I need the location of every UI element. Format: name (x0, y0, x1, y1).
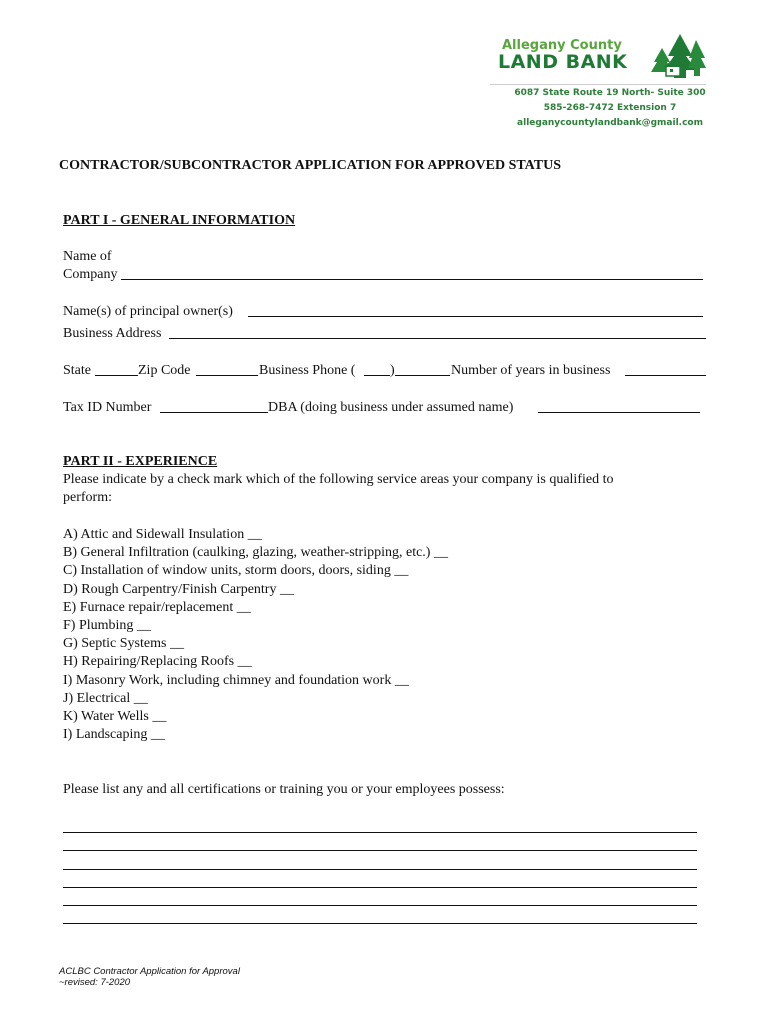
state-label: State (63, 363, 91, 378)
list-item[interactable]: I) Masonry Work, including chimney and foundation work __ (63, 672, 409, 688)
list-item[interactable]: G) Septic Systems __ (63, 636, 184, 652)
list-item[interactable]: B) General Infiltration (caulking, glazing, weather-stripping, etc.) __ (63, 545, 448, 561)
list-item[interactable]: D) Rough Carpentry/Finish Carpentry __ (63, 581, 294, 597)
logo-line1: Allegany County (502, 38, 622, 53)
instruction-line1: Please indicate by a check mark which of the following service areas your company is qualified to (63, 472, 614, 487)
part2-heading: PART II - EXPERIENCE (63, 454, 218, 469)
logo-line2: LAND BANK (498, 51, 628, 73)
footer-line2: ~revised: 7-2020 (59, 977, 131, 988)
pine-trees-icon (644, 34, 706, 80)
paren-close: ) (390, 363, 395, 378)
certifications-line-2[interactable] (63, 850, 697, 851)
tax-id-label: Tax ID Number (63, 400, 152, 415)
dba-field[interactable] (538, 412, 700, 413)
address-text: 6087 State Route 19 North- Suite 300 (514, 88, 706, 98)
contact-block (505, 86, 715, 131)
email-text: alleganycountylandbank@gmail.com (517, 118, 703, 128)
list-item[interactable]: K) Water Wells __ (63, 709, 167, 725)
state-field[interactable] (95, 375, 138, 376)
list-item[interactable]: E) Furnace repair/replacement __ (63, 599, 251, 615)
business-address-field[interactable] (169, 338, 706, 339)
company-field[interactable] (121, 279, 703, 280)
zip-field[interactable] (196, 375, 258, 376)
list-item[interactable]: H) Repairing/Replacing Roofs __ (63, 654, 252, 670)
phone-label: Business Phone ( (259, 363, 356, 378)
certifications-line-4[interactable] (63, 887, 697, 888)
business-address-label: Business Address (63, 326, 162, 341)
dba-label: DBA (doing business under assumed name) (268, 400, 514, 415)
phone-field[interactable] (395, 375, 450, 376)
page-title: CONTRACTOR/SUBCONTRACTOR APPLICATION FOR APPROVED STATUS (59, 158, 561, 173)
header-rule (490, 84, 706, 85)
phone-text: 585-268-7472 Extension 7 (543, 103, 677, 113)
list-item[interactable]: A) Attic and Sidewall Insulation __ (63, 527, 262, 542)
part1-heading: PART I - GENERAL INFORMATION (63, 213, 296, 228)
service-area-list (63, 526, 448, 744)
certifications-line-3[interactable] (63, 869, 697, 870)
name-of-label: Name of (63, 249, 112, 264)
years-field[interactable] (625, 375, 706, 376)
list-item[interactable]: F) Plumbing __ (63, 618, 151, 634)
footer (59, 966, 240, 988)
certifications-line-1[interactable] (63, 832, 697, 833)
list-item[interactable]: C) Installation of window units, storm doors, doors, siding __ (63, 563, 409, 579)
owners-field[interactable] (248, 316, 703, 317)
certifications-line-6[interactable] (63, 923, 697, 924)
area-code-field[interactable] (364, 375, 390, 376)
tax-id-field[interactable] (160, 412, 268, 413)
instruction-line2: perform: (63, 490, 112, 505)
years-label: Number of years in business (451, 363, 611, 378)
certifications-line-5[interactable] (63, 905, 697, 906)
company-label: Company (63, 267, 118, 282)
zip-label: Zip Code (138, 363, 191, 378)
list-item[interactable]: J) Electrical __ (63, 690, 148, 706)
list-item[interactable]: I) Landscaping __ (63, 727, 165, 743)
certifications-prompt: Please list any and all certifications or training you or your employees possess: (63, 782, 505, 797)
logo (498, 34, 708, 82)
owners-label: Name(s) of principal owner(s) (63, 304, 233, 319)
footer-line1: ACLBC Contractor Application for Approval (59, 966, 240, 977)
